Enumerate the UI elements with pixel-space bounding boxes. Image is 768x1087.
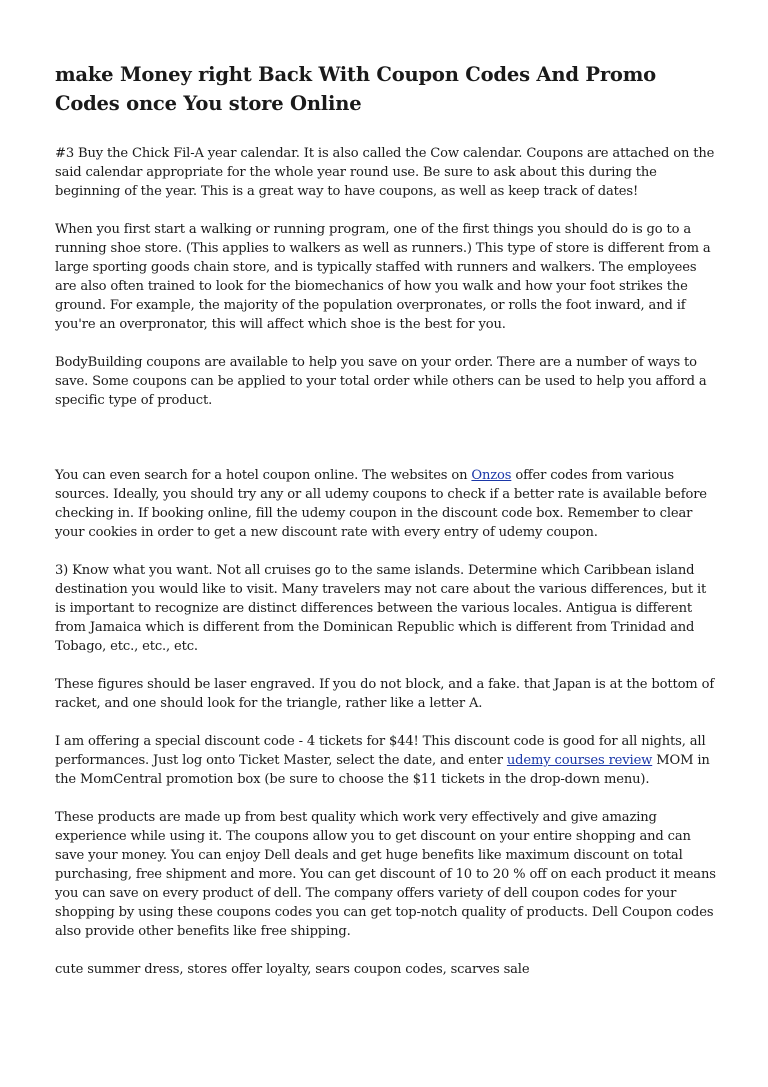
paragraph-laser-engraved: These figures should be laser engraved. If you do not block, and a fake. that Japan is at the bottom of racket, and one should look for the triangle, rather like a letter A. <box>55 677 715 711</box>
onzos-link[interactable]: Onzos <box>471 468 512 483</box>
document-page <box>55 60 720 998</box>
paragraph-running-shoes: When you first start a walking or running program, one of the first things you should do is go to a running shoe store. (This applies to walkers as well as runners.) This type of store is different from a large sporting goods chain store, and is typically staffed with runners and walkers. The employees are also often trained to look for the biomechanics of how you walk and how your foot strikes the ground. For example, the majority of the population overpronates, or rolls the foot inward, and if you're an overpronator, this will affect which shoe is the best for you. <box>55 222 711 332</box>
paragraph-discount-text-end: MOM in the MomCentral promotion box (be sure to choose the $11 tickets in the drop-down menu). <box>55 753 710 787</box>
paragraph-calendar: #3 Buy the Chick Fil-A year calendar. It is also called the Cow calendar. Coupons are attached on the said calendar appropriate for the whole year round use. Be sure to ask about this during the beginning of the year. This is a great way to have coupons, as well as keep track of dates! <box>55 146 715 199</box>
paragraph-tags: cute summer dress, stores offer loyalty, sears coupon codes, scarves sale <box>55 962 530 977</box>
paragraph-hotel-text-end: offer codes from various sources. Ideally, you should try any or all udemy coupons to check if a better rate is available before checking in. If booking online, fill the udemy coupon in the discount code box. Remember to clear your cookies in order to get a new discount rate with every entry of udemy coupon. <box>55 468 707 540</box>
paragraph-discount-text-start: I am offering a special discount code - 4 tickets for $44! This discount code is good for all nights, all performances. Just log onto Ticket Master, select the date, and enter <box>55 734 706 768</box>
paragraph-dell-coupons: These products are made up from best quality which work very effectively and give amazing experience while using it. The coupons allow you to get discount on your entire shopping and can save your money. You can enjoy Dell deals and get huge benefits like maximum discount on total purchasing, free shipment and more. You can get discount of 10 to 20 % off on each product it means you can save on every product of dell. The company offers variety of dell coupon codes for your shopping by using these coupons codes you can get top-notch quality of products. Dell Coupon codes also provide other benefits like free shipping. <box>55 810 716 939</box>
paragraph-hotel-coupon <box>55 466 720 542</box>
paragraph-discount-code <box>55 732 720 789</box>
page-title: make Money right Back With Coupon Codes And Promo Codes once You store Online <box>55 63 656 115</box>
udemy-courses-review-link[interactable]: udemy courses review <box>506 753 653 768</box>
paragraph-cruises: 3) Know what you want. Not all cruises go to the same islands. Determine which Caribbean island destination you would like to visit. Many travelers may not care about the various differences, but it is important to recognize are distinct differences between the various locales. Antigua is different from Jamaica which is different from the Dominican Republic which is different from Trinidad and Tobago, etc., etc., etc. <box>55 563 707 654</box>
paragraph-bodybuilding: BodyBuilding coupons are available to help you save on your order. There are a number of ways to save. Some coupons can be applied to your total order while others can be used to help you afford a specific type of product. <box>55 355 707 408</box>
paragraph-hotel-text-start: You can even search for a hotel coupon online. The websites on <box>55 468 472 483</box>
